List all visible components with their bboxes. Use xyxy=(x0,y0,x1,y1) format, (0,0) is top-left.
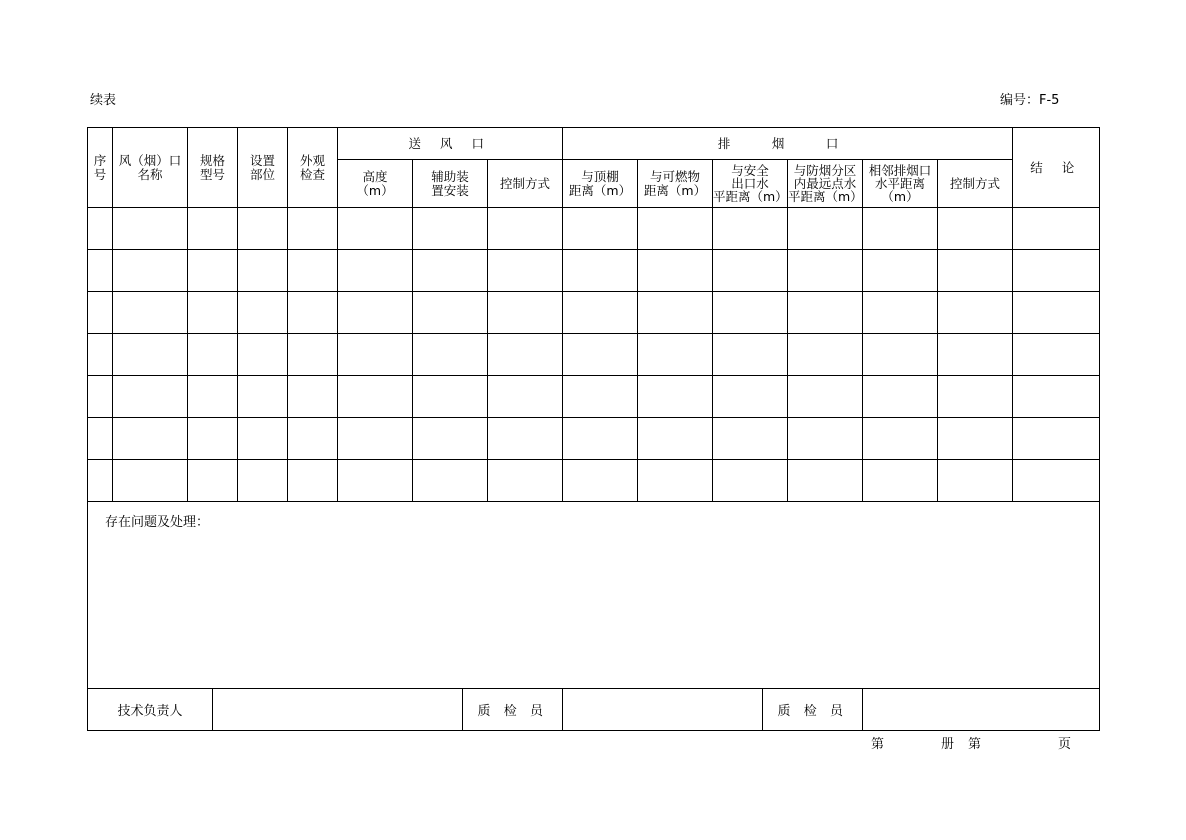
table-cell[interactable] xyxy=(338,418,413,460)
table-cell[interactable] xyxy=(413,250,488,292)
table-cell[interactable] xyxy=(863,460,938,502)
table-cell[interactable] xyxy=(488,418,563,460)
table-cell[interactable] xyxy=(413,460,488,502)
table-cell[interactable] xyxy=(188,376,238,418)
table-cell[interactable] xyxy=(638,208,713,250)
table-cell[interactable] xyxy=(113,460,188,502)
table-cell[interactable] xyxy=(88,460,113,502)
table-cell[interactable] xyxy=(863,208,938,250)
table-cell[interactable] xyxy=(488,376,563,418)
table-cell[interactable] xyxy=(713,250,788,292)
location-header: 设置 部位 xyxy=(238,128,288,208)
table-cell[interactable] xyxy=(338,250,413,292)
table-row xyxy=(88,208,1100,250)
table-cell[interactable] xyxy=(713,208,788,250)
smoke-zone-header: 与防烟分区 内最远点水 平距离（m） xyxy=(788,160,863,208)
appearance-header: 外观 检查 xyxy=(288,128,338,208)
table-cell[interactable] xyxy=(788,376,863,418)
table-cell[interactable] xyxy=(788,208,863,250)
table-cell[interactable] xyxy=(413,208,488,250)
smoke-vent-group-header: 排 烟 口 xyxy=(563,128,1013,160)
table-cell[interactable] xyxy=(88,334,113,376)
table-cell[interactable] xyxy=(563,460,638,502)
table-cell[interactable] xyxy=(863,418,938,460)
inspector-label-2: 质 检 员 xyxy=(763,689,863,731)
table-cell[interactable] xyxy=(288,292,338,334)
table-row xyxy=(88,376,1100,418)
volume-suffix: 册 xyxy=(941,737,955,752)
table-cell[interactable] xyxy=(338,334,413,376)
table-cell[interactable] xyxy=(288,376,338,418)
table-cell[interactable] xyxy=(113,292,188,334)
issues-section xyxy=(88,502,1100,689)
table-cell[interactable] xyxy=(563,334,638,376)
supply-height-header: 高度 （m） xyxy=(338,160,413,208)
table-row xyxy=(88,334,1100,376)
supply-control-header: 控制方式 xyxy=(488,160,563,208)
table-cell[interactable] xyxy=(563,250,638,292)
table-cell[interactable] xyxy=(938,376,1013,418)
table-row xyxy=(88,460,1100,502)
table-cell[interactable] xyxy=(638,292,713,334)
table-cell[interactable] xyxy=(238,376,288,418)
table-cell[interactable] xyxy=(288,460,338,502)
table-cell[interactable] xyxy=(713,418,788,460)
table-cell[interactable] xyxy=(1013,334,1100,376)
table-cell[interactable] xyxy=(413,292,488,334)
table-cell[interactable] xyxy=(188,208,238,250)
table-cell[interactable] xyxy=(188,460,238,502)
table-cell[interactable] xyxy=(113,334,188,376)
table-cell[interactable] xyxy=(638,376,713,418)
smoke-exit-header: 与安全 出口水 平距离（m） xyxy=(713,160,788,208)
table-cell[interactable] xyxy=(788,334,863,376)
table-cell[interactable] xyxy=(863,250,938,292)
table-cell[interactable] xyxy=(563,208,638,250)
issues-label: 存在问题及处理： xyxy=(105,515,210,530)
table-cell[interactable] xyxy=(88,292,113,334)
table-cell[interactable] xyxy=(338,460,413,502)
page-prefix: 第 xyxy=(968,737,982,752)
tech-lead-label: 技术负责人 xyxy=(88,689,213,731)
table-cell[interactable] xyxy=(88,376,113,418)
table-cell[interactable] xyxy=(638,250,713,292)
table-cell[interactable] xyxy=(788,250,863,292)
table-cell[interactable] xyxy=(938,292,1013,334)
inspection-table xyxy=(87,127,1100,689)
inspector-signature-field-1[interactable] xyxy=(563,689,763,731)
signature-table xyxy=(87,688,1100,731)
table-cell[interactable] xyxy=(113,208,188,250)
table-cell[interactable] xyxy=(713,376,788,418)
table-cell[interactable] xyxy=(1013,460,1100,502)
table-cell[interactable] xyxy=(1013,376,1100,418)
table-cell[interactable] xyxy=(1013,250,1100,292)
table-cell[interactable] xyxy=(713,460,788,502)
inspector-signature-field-2[interactable] xyxy=(863,689,1100,731)
table-cell[interactable] xyxy=(113,376,188,418)
table-cell[interactable] xyxy=(338,208,413,250)
table-cell[interactable] xyxy=(88,250,113,292)
table-cell[interactable] xyxy=(1013,208,1100,250)
table-cell[interactable] xyxy=(88,208,113,250)
smoke-combustible-header: 与可燃物 距离（m） xyxy=(638,160,713,208)
table-cell[interactable] xyxy=(863,292,938,334)
table-cell[interactable] xyxy=(488,292,563,334)
continuation-label: 续表 xyxy=(90,93,117,108)
table-cell[interactable] xyxy=(238,418,288,460)
table-cell[interactable] xyxy=(188,292,238,334)
table-cell[interactable] xyxy=(238,292,288,334)
table-cell[interactable] xyxy=(563,292,638,334)
table-cell[interactable] xyxy=(413,376,488,418)
table-cell[interactable] xyxy=(338,292,413,334)
table-cell[interactable] xyxy=(938,208,1013,250)
supply-aux-header: 辅助装 置安装 xyxy=(413,160,488,208)
supply-vent-group-header: 送 风 口 xyxy=(338,128,563,160)
table-cell[interactable] xyxy=(238,460,288,502)
table-cell[interactable] xyxy=(638,460,713,502)
table-cell[interactable] xyxy=(188,250,238,292)
table-cell[interactable] xyxy=(413,418,488,460)
table-cell[interactable] xyxy=(788,418,863,460)
table-cell[interactable] xyxy=(288,334,338,376)
table-cell[interactable] xyxy=(488,460,563,502)
table-cell[interactable] xyxy=(488,334,563,376)
table-cell[interactable] xyxy=(788,292,863,334)
table-cell[interactable] xyxy=(938,460,1013,502)
table-cell[interactable] xyxy=(288,250,338,292)
table-cell[interactable] xyxy=(238,208,288,250)
table-cell[interactable] xyxy=(1013,418,1100,460)
table-cell[interactable] xyxy=(188,418,238,460)
name-header: 风（烟）口 名称 xyxy=(113,128,188,208)
table-row xyxy=(88,250,1100,292)
inspector-label-1: 质 检 员 xyxy=(463,689,563,731)
table-cell[interactable] xyxy=(863,334,938,376)
smoke-adjacent-header: 相邻排烟口 水平距离 （m） xyxy=(863,160,938,208)
table-cell[interactable] xyxy=(288,208,338,250)
table-row xyxy=(88,292,1100,334)
table-cell[interactable] xyxy=(713,292,788,334)
table-cell[interactable] xyxy=(238,334,288,376)
table-cell[interactable] xyxy=(188,334,238,376)
table-cell[interactable] xyxy=(288,418,338,460)
table-cell[interactable] xyxy=(638,334,713,376)
table-cell[interactable] xyxy=(113,250,188,292)
table-cell[interactable] xyxy=(713,334,788,376)
table-cell[interactable] xyxy=(413,334,488,376)
page-suffix: 页 xyxy=(1058,737,1072,752)
table-row xyxy=(88,418,1100,460)
conclusion-header: 结 论 xyxy=(1013,128,1100,208)
form-number: 编号：F-5 xyxy=(1000,93,1060,108)
table-cell[interactable] xyxy=(1013,292,1100,334)
table-cell[interactable] xyxy=(563,418,638,460)
smoke-ceiling-header: 与顶棚 距离（m） xyxy=(563,160,638,208)
tech-lead-signature-field[interactable] xyxy=(213,689,463,731)
volume-prefix: 第 xyxy=(871,737,885,752)
model-header: 规格 型号 xyxy=(188,128,238,208)
table-cell[interactable] xyxy=(488,250,563,292)
table-cell[interactable] xyxy=(563,376,638,418)
table-cell[interactable] xyxy=(938,418,1013,460)
table-cell[interactable] xyxy=(88,418,113,460)
table-cell[interactable] xyxy=(938,334,1013,376)
table-cell[interactable] xyxy=(238,250,288,292)
table-cell[interactable] xyxy=(338,376,413,418)
table-cell[interactable] xyxy=(863,376,938,418)
table-cell[interactable] xyxy=(788,460,863,502)
table-cell[interactable] xyxy=(113,418,188,460)
serial-header: 序 号 xyxy=(88,128,113,208)
table-cell[interactable] xyxy=(638,418,713,460)
table-cell[interactable] xyxy=(488,208,563,250)
table-cell[interactable] xyxy=(938,250,1013,292)
smoke-control-header: 控制方式 xyxy=(938,160,1013,208)
